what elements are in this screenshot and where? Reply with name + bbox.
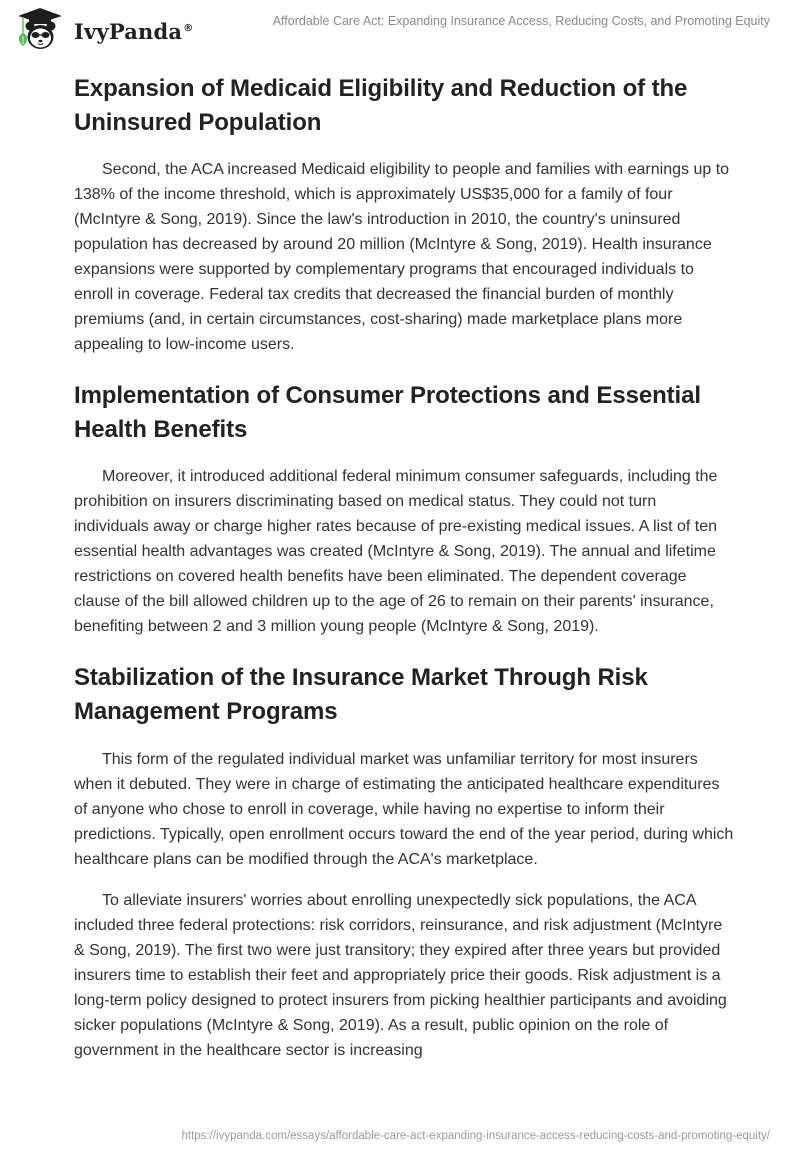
paragraph: Moreover, it introduced additional federal minimum consumer safeguards, including the prohibition on insurers discriminating based on medical status. They could not turn individuals away or charge higher rates because of pre-existing medical issues. A list of ten essential health advantages was created (McIntyre & Song, 2019). The annual and lifetime restrictions on covered health benefits have been eliminated. The dependent coverage clause of the bill allowed children up to the age of 26 to remain on their parents' insurance, benefiting between 2 and 3 million young people (McIntyre & Song, 2019). [74, 468, 718, 635]
essay-content [74, 70, 734, 1063]
section-medicaid-expansion [74, 72, 734, 357]
section-heading: Stabilization of the Insurance Market Through Risk Management Programs [74, 664, 648, 725]
paragraph: This form of the regulated individual market was unfamiliar territory for most insurers when it debuted. They were in charge of estimating the anticipated healthcare expenditures of anyone who chose to enroll in coverage, while having no expertise to inform their predictions. Typically, open enrollment occurs toward the end of the year period, during which healthcare plans can be modified through the ACA's marketplace. [74, 751, 734, 868]
section-heading: Expansion of Medicaid Eligibility and Reduction of the Uninsured Population [74, 75, 688, 136]
document-title: Affordable Care Act: Expanding Insurance Access, Reducing Costs, and Promoting Equity [272, 14, 770, 28]
page-header [0, 0, 800, 56]
ivypanda-logo[interactable] [14, 6, 193, 52]
section-consumer-protections [74, 379, 734, 639]
paragraph: Second, the ACA increased Medicaid eligibility to people and families with earnings up to 138% of the income threshold, which is approximately US$35,000 for a family of four (McIntyre & Song, 2019). Since the law's introduction in 2010, the country's uninsured population has decreased by around 20 million (McIntyre & Song, 2019). Health insurance expansions were supported by complementary programs that encouraged individuals to enroll in coverage. Federal tax credits that decreased the financial burden of monthly premiums (and, in certain circumstances, cost-sharing) made marketplace plans more appealing to low-income users. [74, 161, 730, 353]
section-heading: Implementation of Consumer Protections and Essential Health Benefits [74, 382, 701, 443]
section-market-stabilization [74, 661, 734, 1063]
panda-graduate-icon [14, 6, 66, 52]
registered-mark: ® [183, 22, 194, 34]
brand-name: IvyPanda® [74, 18, 194, 44]
source-url-link[interactable]: https://ivypanda.com/essays/affordable-care-act-expanding-insurance-access-reducing-costs-and-promoting-equity/ [181, 1130, 770, 1142]
paragraph: To alleviate insurers' worries about enrolling unexpectedly sick populations, the ACA included three federal protections: risk corridors, reinsurance, and risk adjustment (McIntyre & Song, 2019). The first two were just transitory; they expired after three years but provided insurers time to establish their feet and appropriately price their goods. Risk adjustment is a long-term policy designed to protect insurers from picking healthier participants and avoiding sicker populations (McIntyre & Song, 2019). As a result, public opinion on the role of government in the healthcare sector is increasing [74, 892, 727, 1059]
